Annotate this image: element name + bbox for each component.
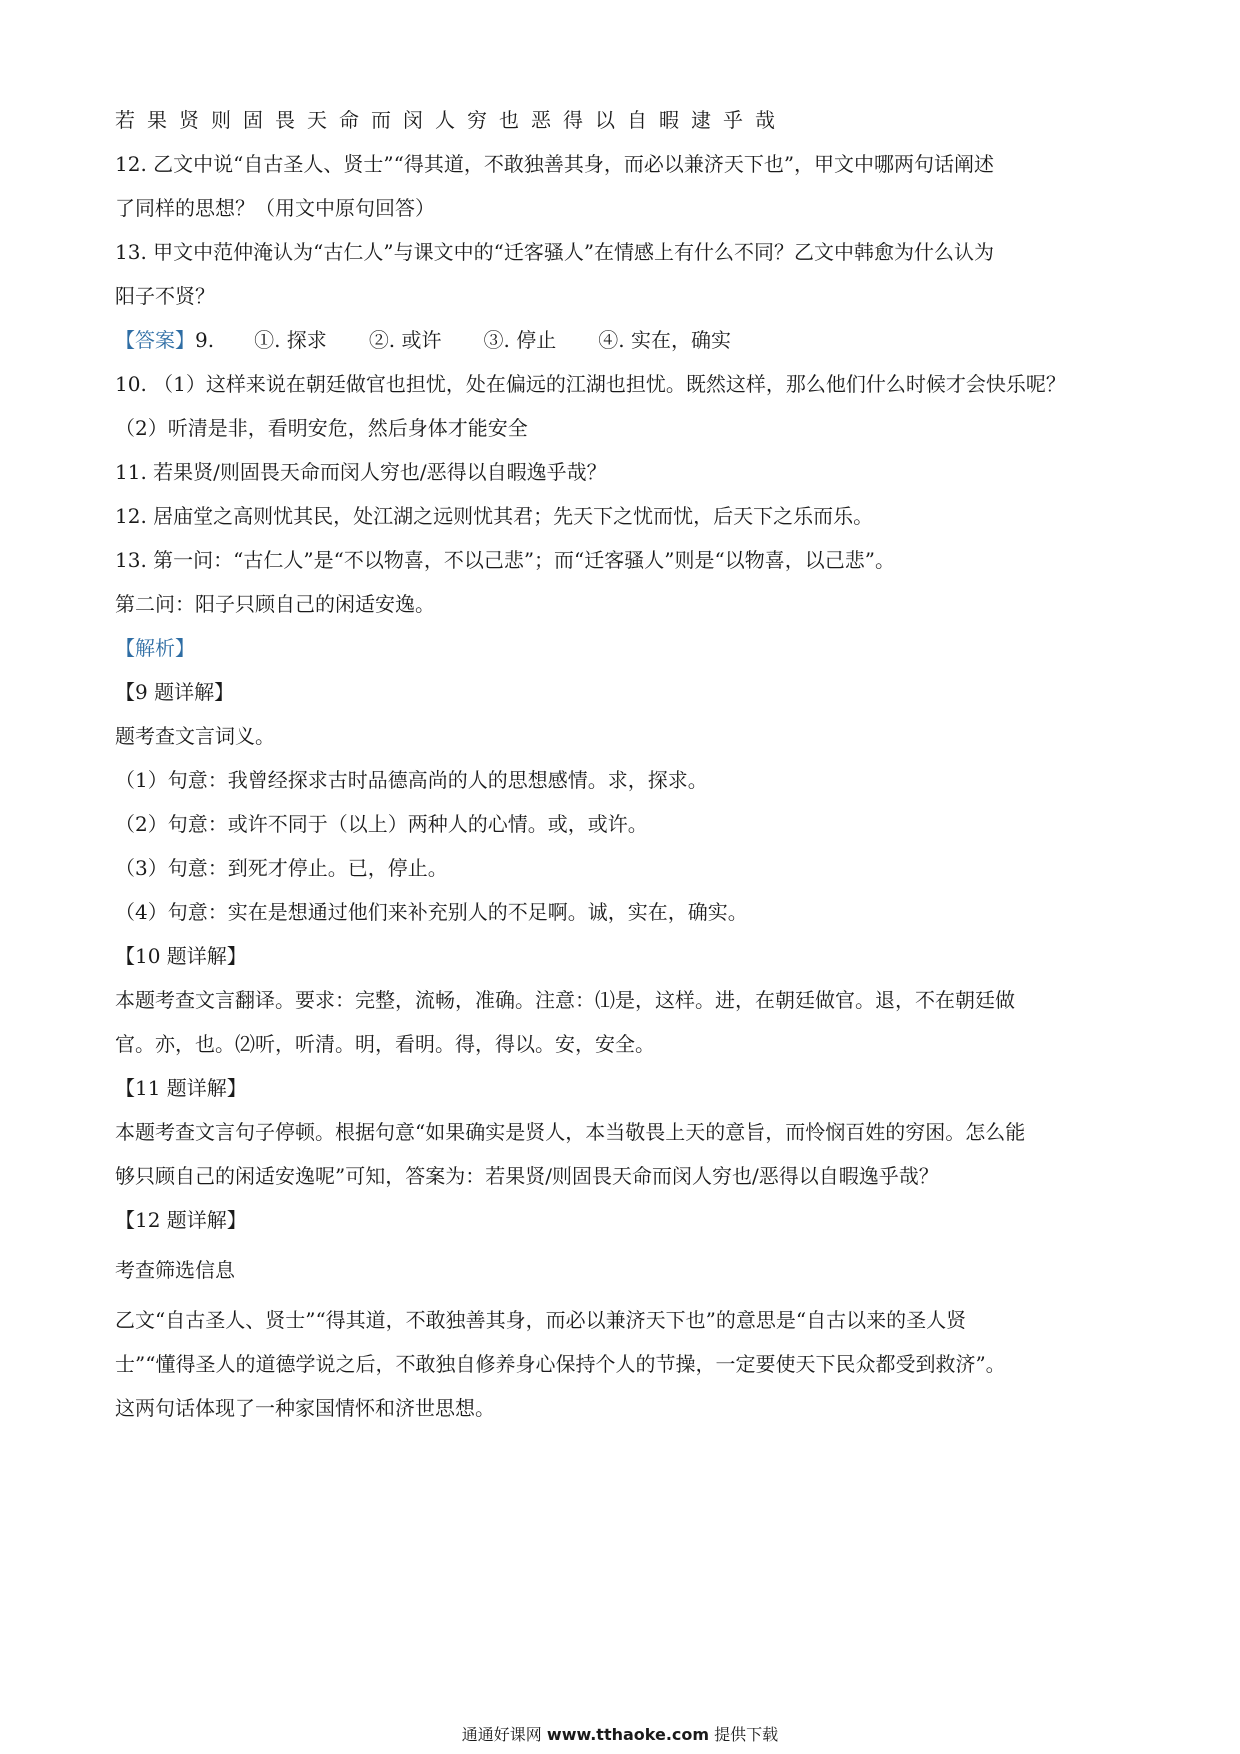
answer-item: ④. 实在，确实 — [598, 328, 731, 352]
analysis-tag: 【解析】 — [115, 636, 195, 660]
page-footer — [0, 1724, 1240, 1746]
paragraph: 官。亦，也。⑵听，听清。明，看明。得，得以。安，安全。 — [115, 1032, 655, 1056]
question-12: 12. 乙文中说“自古圣人、贤士”“得其道，不敢独善其身，而必以兼济天下也”，甲文中哪两句话阐述 — [115, 152, 995, 176]
section-heading: 【9 题详解】 — [115, 680, 235, 704]
paragraph: 这两句话体现了一种家国情怀和济世思想。 — [115, 1396, 495, 1420]
paragraph: （3）句意：到死才停止。已，停止。 — [115, 856, 448, 880]
footer-suffix: 提供下载 — [714, 1725, 779, 1744]
answer-13-2: 第二问：阳子只顾自己的闲适安逸。 — [115, 592, 435, 616]
answer-item: ③. 停止 — [483, 328, 557, 352]
footer-site: 通通好课网 — [461, 1725, 542, 1744]
paragraph: 题考查文言词义。 — [115, 724, 275, 748]
paragraph: 乙文“自古圣人、贤士”“得其道，不敢独善其身，而必以兼济天下也”的意思是“自古以来的圣人贤 — [115, 1308, 967, 1332]
answer-10-1: 10. （1）这样来说在朝廷做官也担忧，处在偏远的江湖也担忧。既然这样，那么他们什么时候才会快乐呢？ — [115, 372, 1066, 396]
answer-10-2: （2）听清是非，看明安危，然后身体才能安全 — [115, 416, 528, 440]
paragraph: （4）句意：实在是想通过他们来补充别人的不足啊。诚，实在，确实。 — [115, 900, 748, 924]
answer-qnum: 9. — [195, 328, 215, 352]
section-heading: 【10 题详解】 — [115, 944, 247, 968]
paragraph: 本题考查文言翻译。要求：完整，流畅，准确。注意：⑴是，这样。进，在朝廷做官。退，不在朝廷做 — [115, 988, 1015, 1012]
answer-item: ①. 探求 — [254, 328, 327, 352]
answer-item: ②. 或许 — [368, 328, 442, 352]
answer-tag: 【答案】 — [115, 328, 195, 352]
question-12-cont: 了同样的思想？（用文中原句回答） — [115, 196, 435, 220]
paragraph: 考查筛选信息 — [115, 1258, 235, 1282]
answer-11: 11. 若果贤/则固畏天命而闵人穷也/恶得以自暇逸乎哉？ — [115, 460, 607, 484]
answer-line — [115, 326, 1135, 354]
answer-12: 12. 居庙堂之高则忧其民，处江湖之远则忧其君；先天下之忧而忧，后天下之乐而乐。 — [115, 504, 874, 528]
section-heading: 【11 题详解】 — [115, 1076, 247, 1100]
footer-url[interactable]: www.tthaoke.com — [546, 1725, 710, 1744]
paragraph: 够只顾自己的闲适安逸呢”可知，答案为：若果贤/则固畏天命而闵人穷也/恶得以自暇逸乎哉？ — [115, 1164, 939, 1188]
question-13: 13. 甲文中范仲淹认为“古仁人”与课文中的“迁客骚人”在情感上有什么不同？乙文中韩愈为什么认为 — [115, 240, 995, 264]
paragraph: （2）句意：或许不同于（以上）两种人的心情。或，或许。 — [115, 812, 648, 836]
paragraph: （1）句意：我曾经探求古时品德高尚的人的思想感情。求，探求。 — [115, 768, 708, 792]
question-line: 若果贤则固畏天命而闵人穷也恶得以自暇逮乎哉 — [115, 108, 787, 132]
paragraph: 士”“懂得圣人的道德学说之后，不敢独自修养身心保持个人的节操，一定要使天下民众都受到救济”。 — [115, 1352, 1006, 1376]
question-13-cont: 阳子不贤？ — [115, 284, 215, 308]
answer-13-1: 13. 第一问：“古仁人”是“不以物喜，不以己悲”；而“迁客骚人”则是“以物喜，以己悲”。 — [115, 548, 895, 572]
paragraph: 本题考查文言句子停顿。根据句意“如果确实是贤人，本当敬畏上天的意旨，而怜悯百姓的穷困。怎么能 — [115, 1120, 1026, 1144]
section-heading: 【12 题详解】 — [115, 1208, 247, 1232]
